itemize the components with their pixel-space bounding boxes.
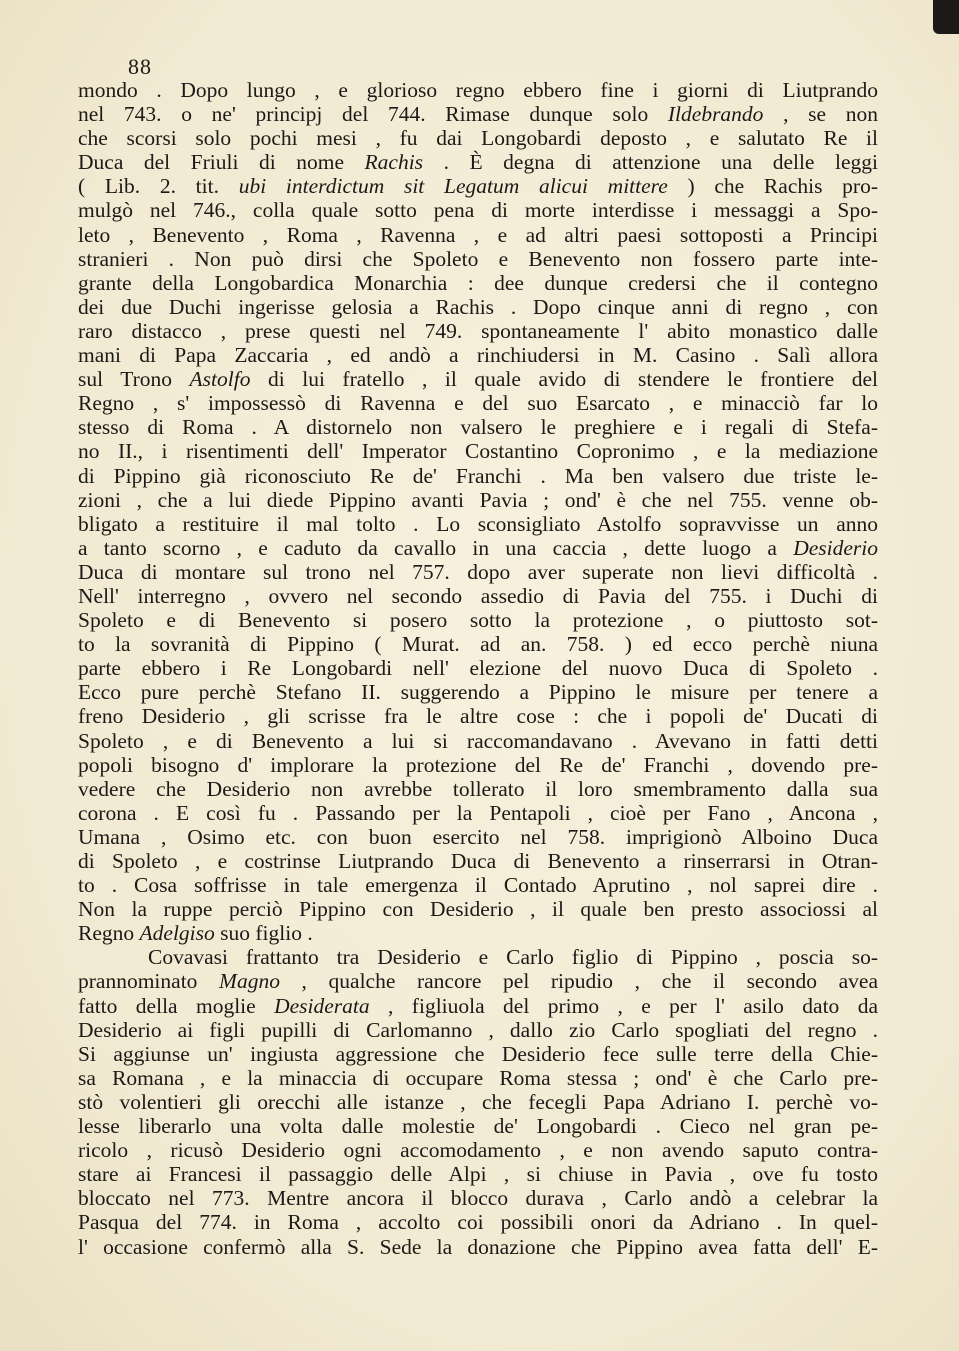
text-run: to . Cosa soffrisse in tale emergenza il Contado Aprutino , nol saprei dire . bbox=[78, 873, 878, 898]
italic-name: ubi interdictum sit Legatum alicui mittere bbox=[238, 174, 668, 199]
text-run: ) che Rachis pro- bbox=[667, 174, 878, 199]
italic-name: Desiderio bbox=[793, 535, 878, 560]
text-line bbox=[78, 632, 878, 656]
body-text bbox=[78, 78, 878, 1259]
text-line bbox=[78, 367, 878, 391]
text-run: bloccato nel 773. Mentre ancora il blocco durava , Carlo andò a celebrar la bbox=[78, 1186, 878, 1211]
text-line bbox=[78, 560, 878, 584]
text-run: corona . E così fu . Passando per la Pentapoli , cioè per Fano , Ancona , bbox=[78, 800, 878, 825]
text-line bbox=[78, 512, 878, 536]
text-line bbox=[78, 753, 878, 777]
text-run: mani di Papa Zaccaria , ed andò a rinchiudersi in M. Casino . Salì allora bbox=[78, 343, 878, 368]
text-run: stranieri . Non può dirsi che Spoleto e Benevento non fossero parte inte- bbox=[78, 246, 878, 271]
text-line bbox=[78, 680, 878, 704]
text-run: Covavasi frattanto tra Desiderio e Carlo figlio di Pippino , poscia so- bbox=[148, 945, 878, 970]
text-line bbox=[78, 825, 878, 849]
text-line bbox=[78, 464, 878, 488]
text-line bbox=[78, 102, 878, 126]
text-run: grante della Longobardica Monarchia : dee dunque credersi che il contegno bbox=[78, 270, 878, 295]
text-run: stesso di Roma . A distornelo non valsero le preghiere e i regali di Stefa- bbox=[78, 415, 878, 440]
text-line bbox=[78, 1138, 878, 1162]
text-line bbox=[78, 656, 878, 680]
text-run: Duca del Friuli di nome bbox=[78, 150, 365, 175]
text-line bbox=[78, 801, 878, 825]
page-number: 88 bbox=[128, 54, 152, 79]
text-line bbox=[78, 729, 878, 753]
text-run: leto , Benevento , Roma , Ravenna , e ad altri paesi sottoposti a Principi bbox=[78, 222, 878, 247]
text-run: nel 743. o ne' principj del 744. Rimase dunque solo bbox=[78, 102, 668, 127]
text-line bbox=[78, 391, 878, 415]
text-run: Regno , s' impossessò di Ravenna e del suo Esarcato , e minacciò far lo bbox=[78, 391, 878, 416]
text-line bbox=[78, 1066, 878, 1090]
text-line bbox=[78, 873, 878, 897]
text-line bbox=[78, 849, 878, 873]
text-run: Pasqua del 774. in Roma , accolto coi possibili onori da Adriano . In quel- bbox=[78, 1210, 878, 1235]
text-line bbox=[78, 1186, 878, 1210]
text-line bbox=[78, 295, 878, 319]
text-run: , figliuola del primo , e per l' asilo dato da bbox=[369, 993, 878, 1018]
text-line bbox=[78, 1018, 878, 1042]
text-run: dei due Duchi ingerisse gelosia a Rachis . Dopo cinque anni di regno , con bbox=[78, 294, 878, 319]
text-line bbox=[78, 994, 878, 1018]
text-run: di Spoleto , e costrinse Liutprando Duca di Benevento a rinserrarsi in Otran- bbox=[78, 849, 878, 873]
text-run: Duca di montare sul trono nel 757. dopo aver superate non lievi difficoltà . bbox=[78, 559, 878, 584]
text-run: Nell' interregno , ovvero nel secondo assedio di Pavia del 755. i Duchi di bbox=[78, 583, 878, 608]
text-line bbox=[78, 921, 878, 945]
italic-name: Ildebrando bbox=[667, 102, 764, 127]
text-line bbox=[78, 897, 878, 921]
text-run: stare ai Francesi il passaggio delle Alpi , si chiuse in Pavia , ove fu tosto bbox=[78, 1162, 878, 1187]
text-run: ( Lib. 2. tit. bbox=[78, 174, 239, 199]
text-line bbox=[78, 969, 878, 993]
text-line bbox=[78, 536, 878, 560]
text-line bbox=[78, 439, 878, 463]
text-line bbox=[78, 1210, 878, 1234]
text-line bbox=[78, 78, 878, 102]
text-line bbox=[78, 343, 878, 367]
text-line bbox=[78, 488, 878, 512]
text-line bbox=[78, 150, 878, 174]
text-run: Non la ruppe perciò Pippino con Desiderio , il quale ben presto associossi al bbox=[78, 897, 878, 922]
italic-name: Rachis bbox=[364, 150, 424, 175]
text-line bbox=[78, 1162, 878, 1186]
text-run: sa Romana , e la minaccia di occupare Roma stessa ; ond' è che Carlo pre- bbox=[78, 1065, 878, 1090]
text-run: Spoleto , e di Benevento a lui si raccomandavano . Avevano in fatti detti bbox=[78, 728, 878, 753]
text-line bbox=[78, 415, 878, 439]
text-run: . È degna di attenzione una delle leggi bbox=[423, 150, 878, 175]
text-run: to la sovranità di Pippino ( Murat. ad an. 758. ) ed ecco perchè niuna bbox=[78, 632, 878, 657]
text-run: , qualche rancore pel ripudio , che il secondo avea bbox=[279, 969, 878, 994]
text-run: fatto della moglie bbox=[78, 993, 275, 1018]
text-run: lesse liberarlo una volta dalle molestie de' Longobardi . Cieco nel gran pe- bbox=[78, 1114, 878, 1139]
text-line bbox=[78, 584, 878, 608]
text-run: mondo . Dopo lungo , e glorioso regno ebbero fine i giorni di Liutprando bbox=[78, 78, 878, 102]
text-line bbox=[78, 271, 878, 295]
text-line bbox=[78, 608, 878, 632]
text-run: Si aggiunse un' ingiusta aggressione che Desiderio fece sulle terre della Chie- bbox=[78, 1041, 878, 1066]
text-run: freno Desiderio , gli scrisse fra le altre cose : che i popoli de' Ducati di bbox=[78, 704, 878, 729]
text-line bbox=[78, 126, 878, 150]
text-run: Umana , Osimo etc. con buon esercito nel 758. imprigionò Alboino Duca bbox=[78, 824, 878, 849]
text-line bbox=[78, 247, 878, 271]
text-run: ricolo , ricusò Desiderio ogni accomodamento , e non avendo saputo contra- bbox=[78, 1138, 878, 1163]
text-line bbox=[78, 198, 878, 222]
text-run: a tanto scorno , e caduto da cavallo in una caccia , dette luogo a bbox=[78, 535, 794, 560]
text-line bbox=[78, 1114, 878, 1138]
text-run: di lui fratello , il quale avido di stendere le frontiere del bbox=[250, 367, 878, 392]
italic-name: Desiderata bbox=[274, 993, 370, 1018]
text-run: Ecco pure perchè Stefano II. suggerendo a Pippino le misure per tenere a bbox=[78, 680, 878, 705]
text-run: vedere che Desiderio non avrebbe tollerato il loro smembramento dalla sua bbox=[78, 776, 878, 801]
text-run: Spoleto e di Benevento si posero sotto la protezione , o piuttosto sot- bbox=[78, 608, 878, 633]
italic-name: Astolfo bbox=[189, 367, 251, 392]
text-line bbox=[78, 1042, 878, 1066]
text-run: popoli bisogno d' implorare la protezione del Re de' Franchi , dovendo pre- bbox=[78, 752, 878, 777]
text-line bbox=[78, 223, 878, 247]
text-line bbox=[78, 704, 878, 728]
text-run: zioni , che a lui diede Pippino avanti Pavia ; ond' è che nel 755. venne ob- bbox=[78, 487, 878, 512]
text-run: sul Trono bbox=[78, 367, 190, 392]
text-line bbox=[78, 1235, 878, 1259]
text-run: di Pippino già riconosciuto Re de' Franchi . Ma ben valsero due triste le- bbox=[78, 463, 878, 488]
text-line bbox=[78, 1090, 878, 1114]
text-run: l' occasione confermò alla S. Sede la donazione che Pippino avea fatta dell' E- bbox=[78, 1234, 878, 1259]
text-line bbox=[78, 319, 878, 343]
text-run: Desiderio ai figli pupilli di Carlomanno , dallo zio Carlo spogliati del regno . bbox=[78, 1017, 878, 1042]
text-run: no II., i risentimenti dell' Imperator Costantino Copronimo , e la mediazione bbox=[78, 439, 878, 464]
text-run: stò volentieri gli orecchi alle istanze , che fecegli Papa Adriano I. perchè vo- bbox=[78, 1089, 878, 1114]
page-corner-mark bbox=[933, 0, 959, 34]
text-run: raro distacco , prese questi nel 749. spontaneamente l' abito monastico dalle bbox=[78, 318, 878, 343]
text-line bbox=[78, 945, 878, 969]
text-run: , se non bbox=[763, 102, 878, 127]
text-run: bligato a restituire il mal tolto . Lo sconsigliato Astolfo sopravvisse un anno bbox=[78, 511, 878, 536]
text-run: Regno bbox=[78, 921, 140, 946]
text-run: che scorsi solo pochi mesi , fu dai Longobardi deposto , e salutato Re il bbox=[78, 126, 878, 151]
italic-name: Magno bbox=[219, 969, 280, 994]
text-line bbox=[78, 777, 878, 801]
text-line bbox=[78, 174, 878, 198]
text-run: suo figlio . bbox=[214, 921, 313, 946]
text-run: prannominato bbox=[78, 969, 220, 994]
text-run: parte ebbero i Re Longobardi nell' elezione del nuovo Duca di Spoleto . bbox=[78, 656, 878, 681]
italic-name: Adelgiso bbox=[139, 921, 215, 946]
text-run: mulgò nel 746., colla quale sotto pena di morte interdisse i messaggi a Spo- bbox=[78, 198, 878, 223]
